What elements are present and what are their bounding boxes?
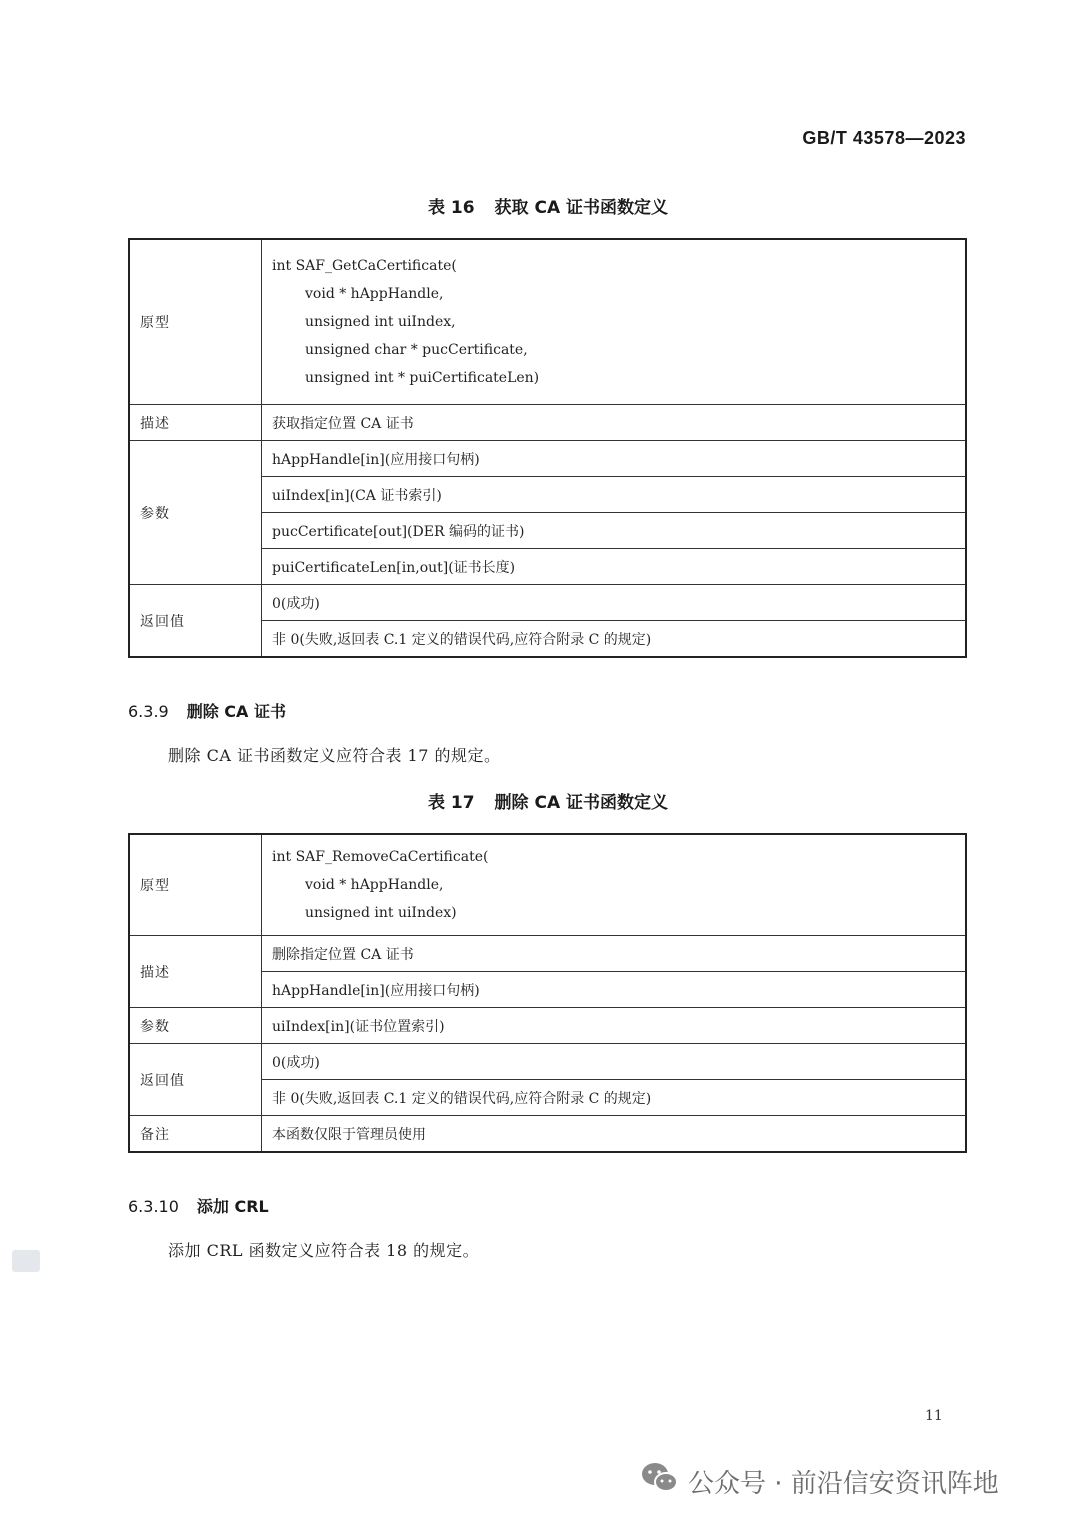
- page-number: 11: [925, 1408, 943, 1424]
- prototype-line: unsigned int * puiCertificateLen): [305, 370, 540, 386]
- table17-title: 删除 CA 证书函数定义: [494, 793, 669, 813]
- table17-description: 删除指定位置 CA 证书: [262, 936, 967, 972]
- section-number: 6.3.9: [128, 702, 169, 721]
- table16-param: hAppHandle[in](应用接口句柄): [262, 441, 967, 477]
- table16-prototype: [262, 239, 967, 405]
- table17-note-label: 备注: [129, 1116, 262, 1153]
- prototype-line: unsigned char * pucCertificate,: [305, 342, 528, 358]
- table16-param: puiCertificateLen[in,out](证书长度): [262, 549, 967, 585]
- prototype-line: int SAF_RemoveCaCertificate(: [272, 849, 489, 865]
- table17-params-label: 参数: [129, 1008, 262, 1044]
- table16-description-label: 描述: [129, 405, 262, 441]
- table17-note: 本函数仅限于管理员使用: [262, 1116, 967, 1153]
- table16-prototype-label: 原型: [129, 239, 262, 405]
- table16: [128, 238, 967, 658]
- table17-return-label: 返回值: [129, 1044, 262, 1116]
- section-6310-heading: [128, 1194, 269, 1217]
- prototype-line: void * hAppHandle,: [305, 286, 444, 302]
- table16-caption: [0, 193, 1080, 218]
- table17-prototype: [262, 834, 967, 936]
- prototype-line: void * hAppHandle,: [305, 877, 444, 893]
- table17-description: hAppHandle[in](应用接口句柄): [262, 972, 967, 1008]
- table16-number: 表 16: [427, 198, 475, 218]
- section-6310-text: 添加 CRL 函数定义应符合表 18 的规定。: [168, 1241, 480, 1260]
- table16-description: 获取指定位置 CA 证书: [262, 405, 967, 441]
- prototype-line: unsigned int uiIndex,: [305, 314, 456, 330]
- section-title: 删除 CA 证书: [186, 702, 286, 721]
- footer-watermark: [640, 1461, 999, 1501]
- table16-return: 0(成功): [262, 585, 967, 621]
- table16-param: pucCertificate[out](DER 编码的证书): [262, 513, 967, 549]
- table17-return: 非 0(失败,返回表 C.1 定义的错误代码,应符合附录 C 的规定): [262, 1080, 967, 1116]
- wechat-icon: [640, 1461, 688, 1502]
- table17-return: 0(成功): [262, 1044, 967, 1080]
- section-639-heading: [128, 699, 286, 722]
- table17: [128, 833, 967, 1153]
- section-639-text: 删除 CA 证书函数定义应符合表 17 的规定。: [168, 746, 501, 765]
- table16-param: uiIndex[in](CA 证书索引): [262, 477, 967, 513]
- table17-number: 表 17: [427, 793, 475, 813]
- side-tab-mark: [12, 1250, 40, 1272]
- table17-description-label: 描述: [129, 936, 262, 1008]
- table17-prototype-label: 原型: [129, 834, 262, 936]
- footer-text: 公众号 · 前沿信安资讯阵地: [688, 1468, 999, 1499]
- table16-title: 获取 CA 证书函数定义: [494, 198, 669, 218]
- table16-return-label: 返回值: [129, 585, 262, 658]
- section-title: 添加 CRL: [196, 1197, 269, 1216]
- section-number: 6.3.10: [128, 1197, 179, 1216]
- prototype-line: int SAF_GetCaCertificate(: [272, 258, 457, 274]
- table16-return: 非 0(失败,返回表 C.1 定义的错误代码,应符合附录 C 的规定): [262, 621, 967, 658]
- prototype-line: unsigned int uiIndex): [305, 905, 457, 921]
- standard-number: GB/T 43578—2023: [802, 128, 966, 148]
- table17-param: uiIndex[in](证书位置索引): [262, 1008, 967, 1044]
- table16-params-label: 参数: [129, 441, 262, 585]
- table17-caption: [0, 788, 1080, 813]
